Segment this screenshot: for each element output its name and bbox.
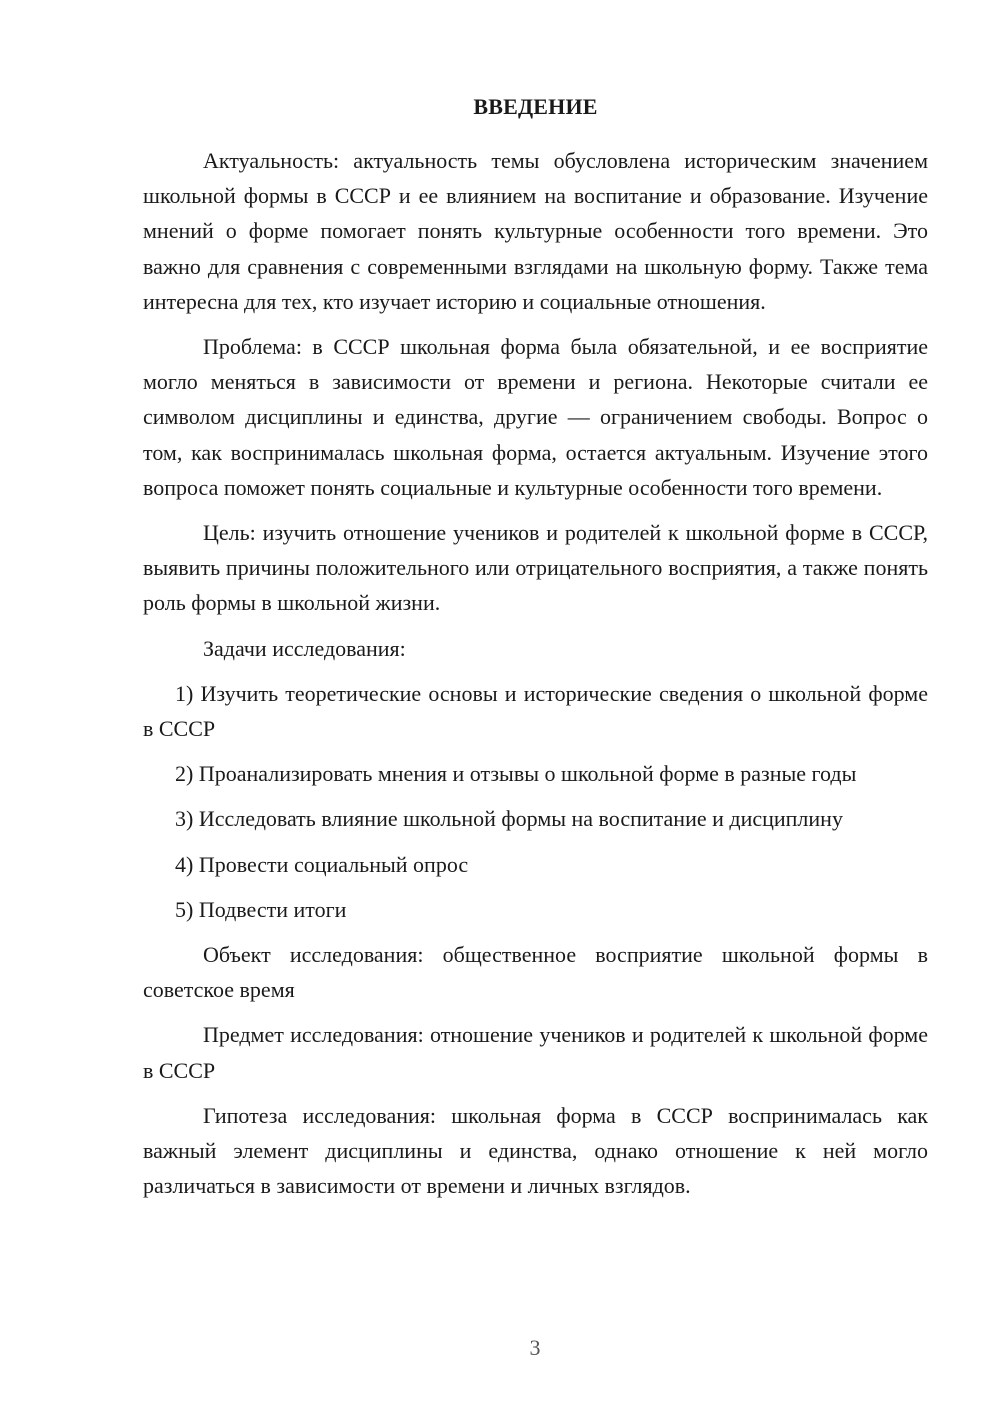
paragraph-subject: Предмет исследования: отношение учеников и родителей к школьной форме в СССР xyxy=(143,1022,928,1083)
list-item-task-3: 3) Исследовать влияние школьной формы на воспитание и дисциплину xyxy=(175,806,843,832)
page-content xyxy=(143,93,928,1213)
list-item-task-1: 1) Изучить теоретические основы и исторические сведения о школьной форме в СССР xyxy=(143,680,928,742)
list-item-task-4: 4) Провести социальный опрос xyxy=(175,851,469,877)
paragraph-object: Объект исследования: общественное восприятие школьной формы в советское время xyxy=(143,942,928,1003)
list-item-task-2: 2) Проанализировать мнения и отзывы о школьной форме в разные годы xyxy=(175,761,857,787)
paragraph-hypothesis: Гипотеза исследования: школьная форма в СССР воспринималась как важный элемент дисциплины и единства, однако отношение к ней могло различаться в зависимости от времени и личных взглядов. xyxy=(143,1102,928,1199)
list-item-task-5: 5) Подвести итоги xyxy=(175,896,347,922)
paragraph-relevance: Актуальность: актуальность темы обусловлена историческим значением школьной формы в СССР и ее влиянием на воспитание и образование. Изучение мнений о форме помогает понять культурные особенности того времени. Это важно для сравнения с современными взглядами на школьную форму. Также тема интересна для тех, кто изучает историю и социальные отношения. xyxy=(143,148,928,314)
section-heading: ВВЕДЕНИЕ xyxy=(473,94,598,119)
page-number: 3 xyxy=(529,1335,541,1360)
paragraph-problem: Проблема: в СССР школьная форма была обязательной, и ее восприятие могло меняться в зависимости от времени и региона. Некоторые считали ее символом дисциплины и единства, другие — ограничением свободы. Вопрос о том, как воспринималась школьная форма, остается актуальным. Изучение этого вопроса поможет понять социальные и культурные особенности того времени. xyxy=(143,334,928,500)
paragraph-tasks-intro: Задачи исследования: xyxy=(203,635,406,661)
paragraph-goal: Цель: изучить отношение учеников и родителей к школьной форме в СССР, выявить причины положительного или отрицательного восприятия, а также понять роль формы в школьной жизни. xyxy=(143,520,928,616)
